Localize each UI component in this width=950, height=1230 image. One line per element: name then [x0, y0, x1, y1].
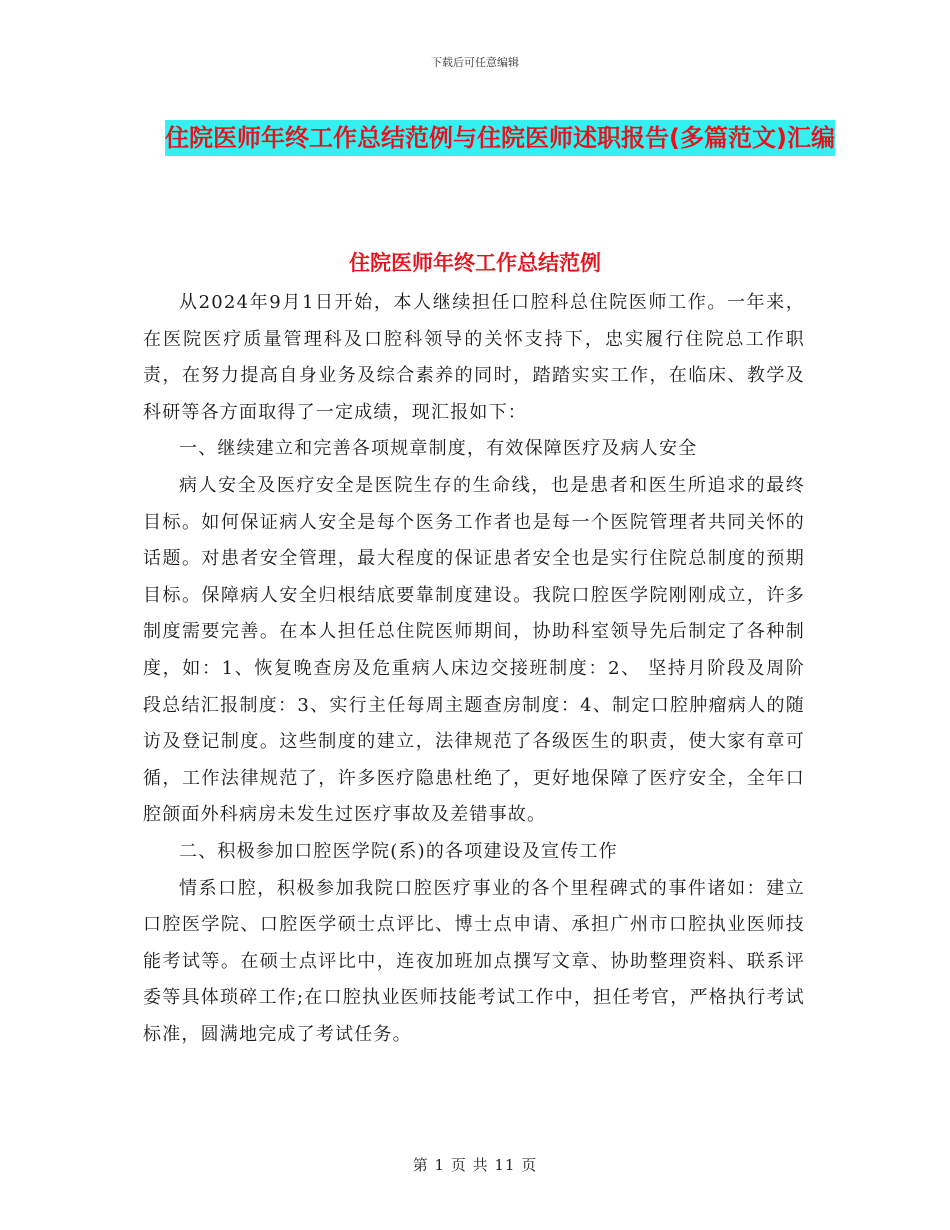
paragraph: 一、继续建立和完善各项规章制度，有效保障医疗及病人安全	[179, 438, 698, 460]
paragraph: 情系口腔，积极参加我院口腔医疗事业的各个里程碑式的事件诸如：建立口腔医学院、口腔医学硕士点评比、博士点申请、承担广州市口腔执业医师技能考试等。在硕士点评比中，连夜加班加点撰写文章、协助整理资料、联系评委等具体琐碎工作;在口腔执业医师技能考试工作中，担任考官，严格执行考试标准，圆满地完成了考试任务。	[143, 877, 805, 1045]
paragraph: 二、积极参加口腔医学院(系)的各项建设及宣传工作	[179, 840, 618, 862]
paragraph: 从2024年9月1日开始，本人继续担任口腔科总住院医师工作。一年来，在医院医疗质量管理科及口腔科领导的关怀支持下，忠实履行住院总工作职责，在努力提高自身业务及综合素养的同时，踏踏实实工作，在临床、教学及科研等各方面取得了一定成绩，现汇报如下：	[143, 292, 805, 423]
document-title	[150, 112, 850, 164]
document-body	[143, 285, 805, 1053]
paragraph: 病人安全及医疗安全是医院生存的生命线，也是患者和医生所追求的最终目标。如何保证病人安全是每个医务工作者也是每一个医院管理者共同关怀的话题。对患者安全管理，最大程度的保证患者安全也是实行住院总制度的预期目标。保障病人安全归根结底要靠制度建设。我院口腔医学院刚刚成立，许多制度需要完善。在本人担任总住院医师期间，协助科室领导先后制定了各种制度，如：1、恢复晚查房及危重病人床边交接班制度：2、 坚持月阶段及周阶段总结汇报制度：3、实行主任每周主题查房制度：4、制定口腔肿瘤病人的随访及登记制度。这些制度的建立，法律规范了各级医生的职责，使大家有章可循，工作法律规范了，许多医疗隐患杜绝了，更好地保障了医疗安全，全年口腔颌面外科病房未发生过医疗事故及差错事故。	[143, 474, 805, 826]
header-note: 下载后可任意编辑	[431, 56, 519, 69]
section-title: 住院医师年终工作总结范例	[349, 251, 601, 275]
page-number: 第 1 页 共 11 页	[412, 1156, 538, 1174]
document-title-text: 住院医师年终工作总结范例与住院医师述职报告(多篇范文)汇编	[165, 120, 835, 156]
